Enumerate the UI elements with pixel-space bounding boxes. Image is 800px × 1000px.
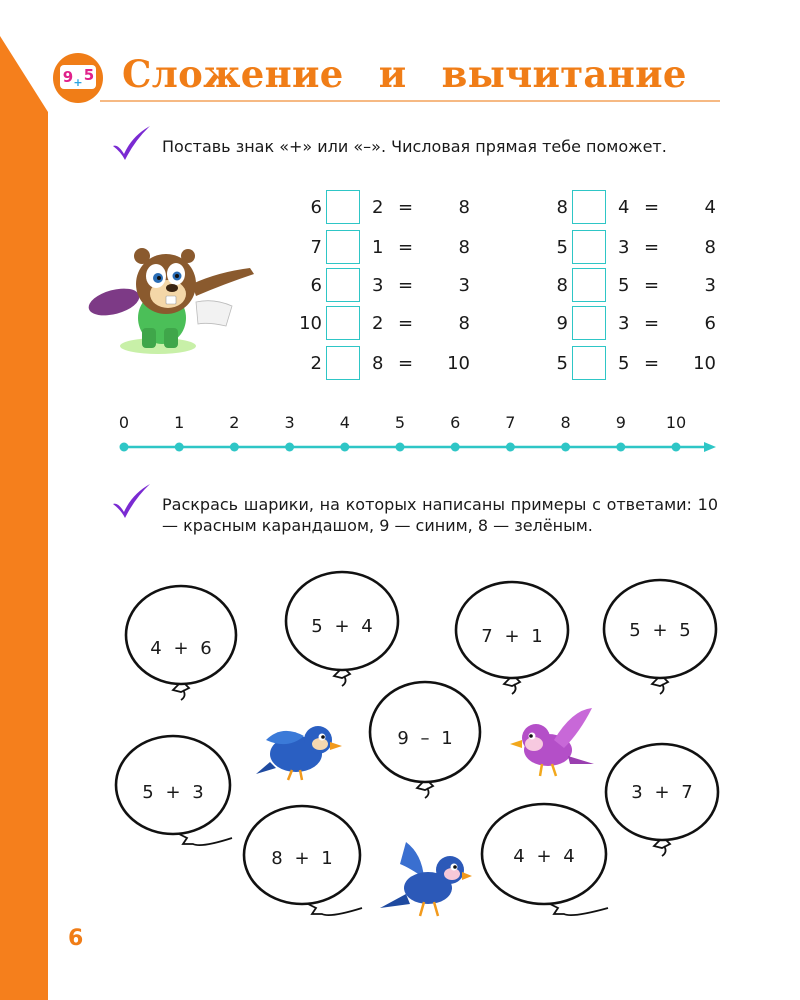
right-example-row [536, 306, 716, 342]
balloon[interactable] [366, 678, 484, 802]
number-line-label: 5 [394, 413, 406, 432]
right-example-row [536, 190, 716, 226]
balloon-expression: 4 + 4 [513, 846, 575, 867]
page-title: Сложение и вычитание [122, 52, 687, 96]
blue-bird-illustration [252, 710, 344, 782]
right-example-row [536, 346, 716, 382]
arrow-right-icon [704, 442, 716, 452]
sign-answer-box[interactable] [572, 268, 606, 302]
number-line-point [561, 443, 570, 452]
result-value: 8 [704, 237, 716, 258]
result-value: 3 [458, 275, 470, 296]
purple-bird-illustration [502, 704, 598, 780]
number-line-label: 8 [560, 413, 571, 432]
flying-blue-bird-illustration [376, 834, 476, 920]
addition-badge-icon [52, 52, 104, 104]
balloon-expression: 5 + 5 [629, 620, 691, 641]
balloon[interactable] [240, 802, 364, 924]
number-line-point [616, 443, 625, 452]
second-operand: 3 [372, 275, 384, 296]
badge-digit-left: 9 [62, 68, 74, 86]
equals-sign: = [398, 275, 414, 296]
second-operand: 8 [372, 353, 384, 374]
number-line-point [175, 443, 184, 452]
number-line-label: 1 [174, 413, 185, 432]
first-operand: 8 [556, 197, 568, 218]
number-line-point [230, 443, 239, 452]
balloon[interactable] [478, 800, 610, 924]
first-operand: 5 [556, 237, 568, 258]
sign-answer-box[interactable] [572, 190, 606, 224]
first-operand: 7 [310, 237, 322, 258]
result-value: 8 [458, 313, 470, 334]
equals-sign: = [398, 237, 414, 258]
first-operand: 9 [556, 313, 568, 334]
number-line-label: 3 [284, 413, 295, 432]
balloon-expression: 7 + 1 [481, 626, 543, 647]
balloon-expression: 9 – 1 [397, 728, 453, 749]
left-example-row [290, 346, 470, 382]
result-value: 8 [458, 237, 470, 258]
result-value: 10 [447, 353, 470, 374]
left-example-row [290, 268, 470, 304]
number-line [110, 412, 720, 462]
sign-answer-box[interactable] [572, 306, 606, 340]
sign-answer-box[interactable] [326, 268, 360, 302]
equals-sign: = [644, 313, 660, 334]
number-line-label: 9 [615, 413, 626, 432]
first-operand: 6 [310, 197, 322, 218]
first-operand: 8 [556, 275, 568, 296]
number-line-point [120, 443, 129, 452]
equals-sign: = [644, 237, 660, 258]
equals-sign: = [644, 197, 660, 218]
number-line-point [451, 443, 460, 452]
number-line-label: 0 [118, 413, 130, 432]
sign-answer-box[interactable] [572, 230, 606, 264]
balloon[interactable] [112, 732, 234, 854]
first-operand: 6 [310, 275, 322, 296]
left-example-row [290, 190, 470, 226]
equals-sign: = [398, 353, 414, 374]
balloon-expression: 8 + 1 [271, 848, 333, 869]
balloon-expression: 5 + 3 [142, 782, 204, 803]
task2-instruction: Раскрась шарики, на которых написаны примеры с ответами: 10 — красным карандашом, 9 — синим, 8 — зелёным. [162, 495, 718, 535]
number-line-point [672, 443, 681, 452]
sign-answer-box[interactable] [326, 306, 360, 340]
checkmark-icon [110, 124, 152, 162]
number-line-label: 10 [665, 413, 687, 432]
number-line-point [340, 443, 349, 452]
balloon[interactable] [602, 740, 722, 860]
sign-answer-box[interactable] [572, 346, 606, 380]
number-line-label: 2 [229, 413, 240, 432]
equals-sign: = [398, 197, 414, 218]
second-operand: 5 [618, 353, 630, 374]
checkmark-icon [110, 482, 152, 520]
equals-sign: = [644, 275, 660, 296]
result-value: 10 [693, 353, 716, 374]
number-line-label: 7 [505, 413, 516, 432]
first-operand: 5 [556, 353, 568, 374]
second-operand: 4 [618, 197, 630, 218]
balloon[interactable] [122, 582, 240, 704]
sign-answer-box[interactable] [326, 230, 360, 264]
second-operand: 2 [372, 197, 384, 218]
right-example-row [536, 268, 716, 304]
second-operand: 1 [372, 237, 384, 258]
badge-digit-right: 5 [83, 66, 95, 84]
result-value: 4 [704, 197, 716, 218]
number-line-label: 4 [339, 413, 350, 432]
task1-instruction: Поставь знак «+» или «–». Числовая прямая тебе поможет. [162, 137, 667, 156]
balloon-expression: 4 + 6 [150, 638, 212, 659]
badge-plus: + [73, 76, 83, 89]
second-operand: 3 [618, 237, 630, 258]
number-line-point [396, 443, 405, 452]
balloon-expression: 3 + 7 [631, 782, 693, 803]
number-line-label: 6 [450, 413, 461, 432]
first-operand: 2 [310, 353, 322, 374]
second-operand: 2 [372, 313, 384, 334]
left-example-row [290, 230, 470, 266]
title-underline [100, 100, 720, 102]
result-value: 6 [704, 313, 716, 334]
first-operand: 10 [299, 313, 322, 334]
balloon-expression: 5 + 4 [311, 616, 373, 637]
right-example-row [536, 230, 716, 266]
number-line-graphic [110, 412, 720, 462]
number-line-point [506, 443, 515, 452]
result-value: 3 [704, 275, 716, 296]
equals-sign: = [398, 313, 414, 334]
page-number: 6 [68, 926, 84, 951]
beaver-illustration [88, 232, 260, 360]
second-operand: 5 [618, 275, 630, 296]
result-value: 8 [458, 197, 470, 218]
equals-sign: = [644, 353, 660, 374]
sign-answer-box[interactable] [326, 346, 360, 380]
number-line-point [285, 443, 294, 452]
balloon[interactable] [600, 576, 720, 698]
left-example-row [290, 306, 470, 342]
sign-answer-box[interactable] [326, 190, 360, 224]
second-operand: 3 [618, 313, 630, 334]
balloon[interactable] [282, 568, 402, 690]
